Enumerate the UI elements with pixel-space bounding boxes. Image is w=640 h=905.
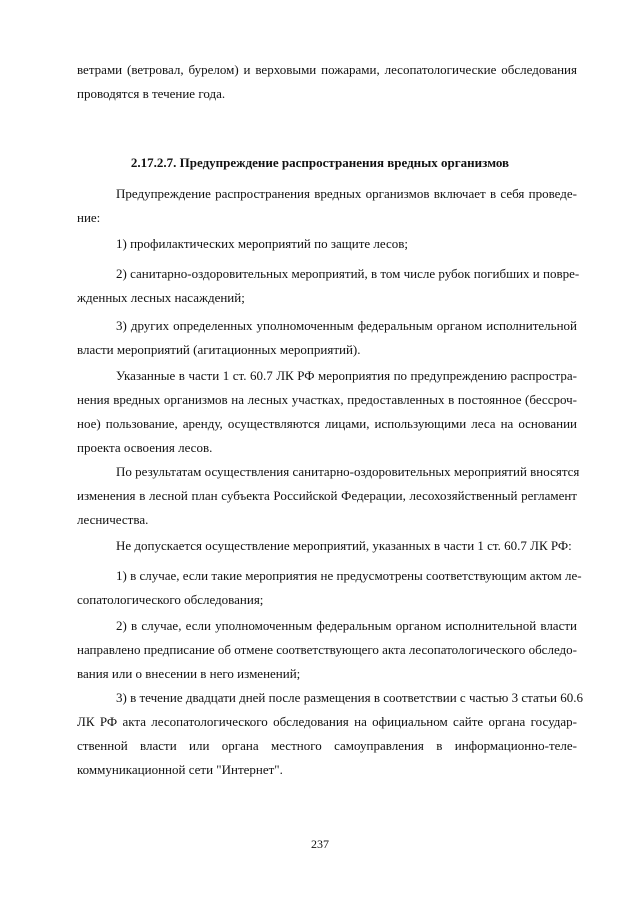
text-line: сопатологического обследования;: [77, 592, 264, 607]
paragraph-3: [77, 262, 580, 310]
intro-paragraph: [77, 58, 577, 106]
paragraph-1: [77, 182, 577, 230]
paragraph-6: [77, 460, 580, 532]
text-line: Не допускается осуществление мероприятий, указанных в части 1 ст. 60.7 ЛК РФ:: [116, 538, 572, 553]
text-line: 1) профилактических мероприятий по защите лесов;: [116, 236, 408, 251]
paragraph-8: [77, 564, 582, 612]
text-line: 2) санитарно-оздоровительных мероприятий, в том числе рубок погибших и повре-: [116, 266, 580, 281]
text-line: 3) других определенных уполномоченным федеральным органом исполнительной: [116, 318, 577, 333]
text-line: изменения в лесной план субъекта Российской Федерации, лесохозяйственный регламент: [77, 488, 577, 503]
paragraph-10: [77, 686, 583, 782]
text-line: 3) в течение двадцати дней после размещения в соответствии с частью 3 статьи 60.6: [116, 690, 583, 705]
text-line: нения вредных организмов на лесных участках, предоставленных в постоянное (бессроч-: [77, 392, 577, 407]
text-line: ЛК РФ акта лесопатологического обследования на официальном сайте органа государ-: [77, 714, 577, 729]
page-number: 237: [311, 837, 329, 851]
text-line: 1) в случае, если такие мероприятия не предусмотрены соответствующим актом ле-: [116, 568, 582, 583]
text-line: власти мероприятий (агитационных мероприятий).: [77, 342, 361, 357]
text-line: вания или о внесении в него изменений;: [77, 666, 301, 681]
text-line: коммуникационной сети "Интернет".: [77, 762, 283, 777]
section-heading: 2.17.2.7. Предупреждение распространения вредных организмов: [130, 155, 510, 170]
text-line: ние:: [77, 210, 101, 225]
text-line: ное) пользование, аренду, осуществляются лицами, использующими леса на основании: [77, 416, 577, 431]
paragraph-4: [77, 314, 577, 362]
text-line: проекта освоения лесов.: [77, 440, 213, 455]
paragraph-5: [77, 364, 577, 460]
text-line: ственной власти или органа местного самоуправления в информационно-теле-: [77, 738, 577, 753]
text-line: Предупреждение распространения вредных организмов включает в себя проведе-: [116, 186, 577, 201]
text-line: направлено предписание об отмене соответствующего акта лесопатологического обследо-: [77, 642, 577, 657]
paragraph-2: [77, 232, 577, 256]
text-line: лесничества.: [77, 512, 149, 527]
text-line: жденных лесных насаждений;: [77, 290, 245, 305]
text-line: 2) в случае, если уполномоченным федеральным органом исполнительной власти: [116, 618, 577, 633]
text-line: ветрами (ветровал, бурелом) и верховыми пожарами, лесопатологические обследования: [77, 62, 577, 77]
text-line: Указанные в части 1 ст. 60.7 ЛК РФ мероприятия по предупреждению распростра-: [116, 368, 577, 383]
text-line: По результатам осуществления санитарно-оздоровительных мероприятий вносятся: [116, 464, 580, 479]
paragraph-9: [77, 614, 577, 686]
paragraph-7: [77, 534, 577, 558]
text-line: проводятся в течение года.: [77, 86, 226, 101]
